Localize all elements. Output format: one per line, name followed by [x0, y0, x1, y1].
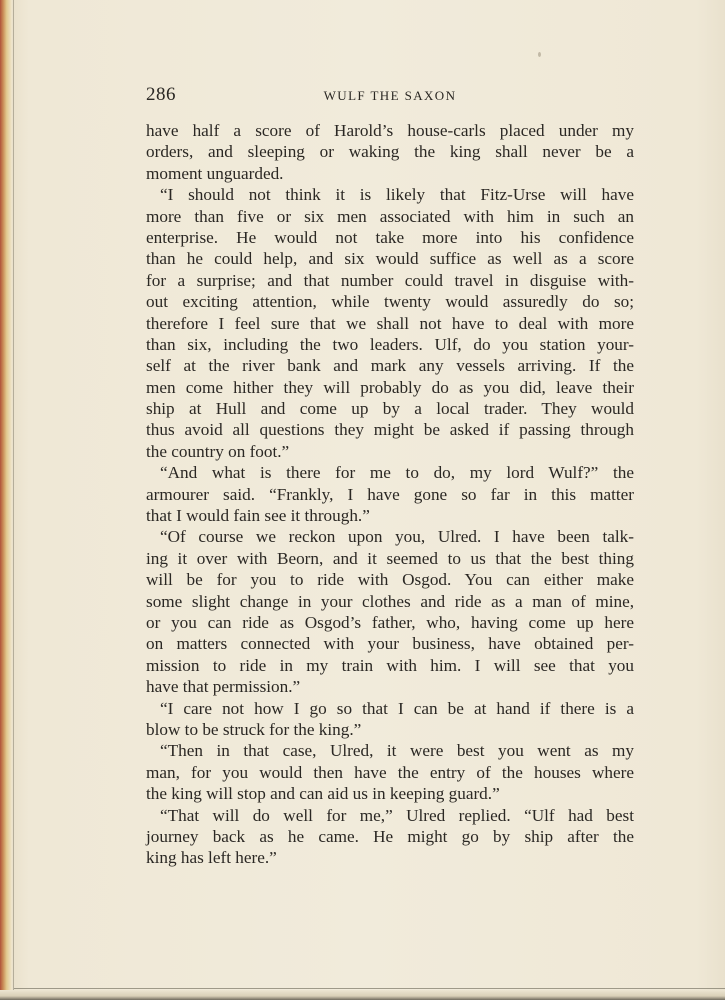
text-line: the country on foot.” [146, 441, 290, 461]
text-line: man, for you would then have the entry of the houses where [146, 762, 634, 782]
text-line: have half a score of Harold’s house-carls placed under my [146, 121, 634, 140]
text-line: have that permission.” [146, 677, 301, 697]
text-line: enterprise. He would not take more into his confidence [146, 227, 634, 247]
running-title: WULF THE SAXON [323, 88, 457, 103]
body-text [146, 120, 634, 869]
page-bottom-line [14, 988, 725, 989]
text-line: “That will do well for me,” Ulred replied. “Ulf had best [160, 805, 634, 825]
text-line: “I care not how I go so that I can be at hand if there is a [160, 698, 634, 718]
text-line: more than five or six men associated with him in such an [146, 206, 634, 226]
text-line: armourer said. “Frankly, I have gone so far in this matter [146, 484, 634, 504]
text-line: king has left here.” [146, 848, 277, 868]
text-line: moment unguarded. [146, 163, 284, 183]
text-line: therefore I feel sure that we shall not have to deal with more [146, 313, 634, 333]
text-line: ship at Hull and come up by a local trader. They would [146, 399, 634, 419]
text-line: “Then in that case, Ulred, it were best you went as my [160, 741, 634, 761]
text-line: ing it over with Beorn, and it seemed to us that the best thing [146, 548, 634, 568]
text-line: will be for you to ride with Osgod. You can either make [146, 570, 634, 590]
text-line: mission to ride in my train with him. I will see that you [146, 655, 634, 675]
text-line: thus avoid all questions they might be asked if passing through [146, 420, 634, 440]
text-line: journey back as he came. He might go by ship after the [146, 826, 634, 846]
text-line: some slight change in your clothes and ride as a man of mine, [146, 591, 634, 611]
text-line: for a surprise; and that number could travel in disguise with- [146, 270, 634, 290]
book-spine [0, 0, 12, 1000]
text-line: that I would fain see it through.” [146, 506, 370, 526]
text-line: “Of course we reckon upon you, Ulred. I have been talk- [160, 527, 634, 547]
text-line: on matters connected with your business, have obtained per- [146, 634, 634, 654]
text-line: self at the river bank and mark any vessels arriving. If the [146, 356, 634, 376]
text-line: out exciting attention, while twenty would assuredly do so; [146, 292, 634, 312]
text-line: than he could help, and six would suffice as well as a score [146, 249, 634, 269]
text-line: or you can ride as Osgod’s father, who, having come up here [146, 612, 634, 632]
page-header [146, 84, 634, 108]
page-number: 286 [146, 84, 176, 105]
text-line: “I should not think it is likely that Fitz-Urse will have [160, 185, 634, 205]
paper-speck [538, 52, 541, 57]
text-line: the king will stop and can aid us in keeping guard.” [146, 784, 500, 804]
text-line: “And what is there for me to do, my lord Wulf?” the [160, 463, 634, 483]
text-line: blow to be struck for the king.” [146, 719, 362, 739]
gutter-line [13, 0, 14, 1000]
text-line: orders, and sleeping or waking the king shall never be a [146, 142, 634, 162]
text-line: than six, including the two leaders. Ulf, do you station your- [146, 334, 634, 354]
page-bottom-edge [0, 990, 725, 1000]
text-line: men come hither they will probably do as you did, leave their [146, 377, 634, 397]
